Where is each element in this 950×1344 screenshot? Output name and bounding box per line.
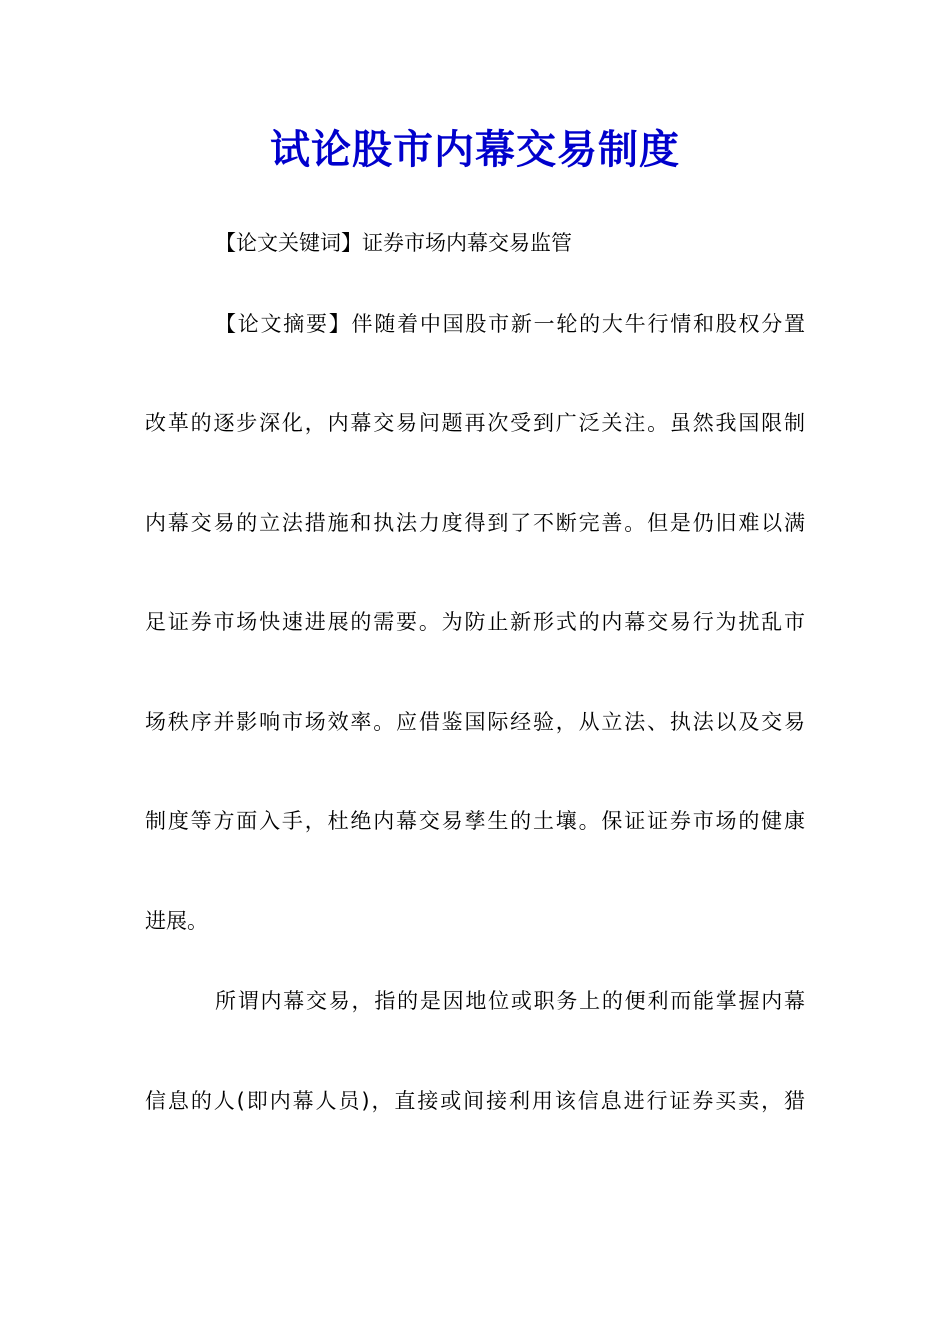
body-line-1: 所谓内幕交易，指的是因地位或职务上的便利而能掌握内幕 xyxy=(215,989,805,1013)
abstract-line-1: 【论文摘要】伴随着中国股市新一轮的大牛行情和股权分置 xyxy=(215,312,805,336)
abstract-line-6: 制度等方面入手，杜绝内幕交易孳生的土壤。保证证券市场的健康 xyxy=(145,809,805,833)
document-title: 试论股市内幕交易制度 xyxy=(270,126,680,173)
abstract-line-5: 场秩序并影响市场效率。应借鉴国际经验，从立法、执法以及交易 xyxy=(145,710,805,734)
abstract-line-4: 足证券市场快速进展的需要。为防止新形式的内幕交易行为扰乱市 xyxy=(145,610,805,634)
body-line-2: 信息的人(即内幕人员)，直接或间接利用该信息进行证券买卖，猎 xyxy=(145,1089,805,1113)
abstract-line-3: 内幕交易的立法措施和执法力度得到了不断完善。但是仍旧难以满 xyxy=(145,511,805,535)
abstract-line-2: 改革的逐步深化，内幕交易问题再次受到广泛关注。虽然我国限制 xyxy=(145,411,805,435)
abstract-line-7: 进展。 xyxy=(145,909,208,933)
keywords-line: 【论文关键词】证券市场内幕交易监管 xyxy=(215,231,572,255)
